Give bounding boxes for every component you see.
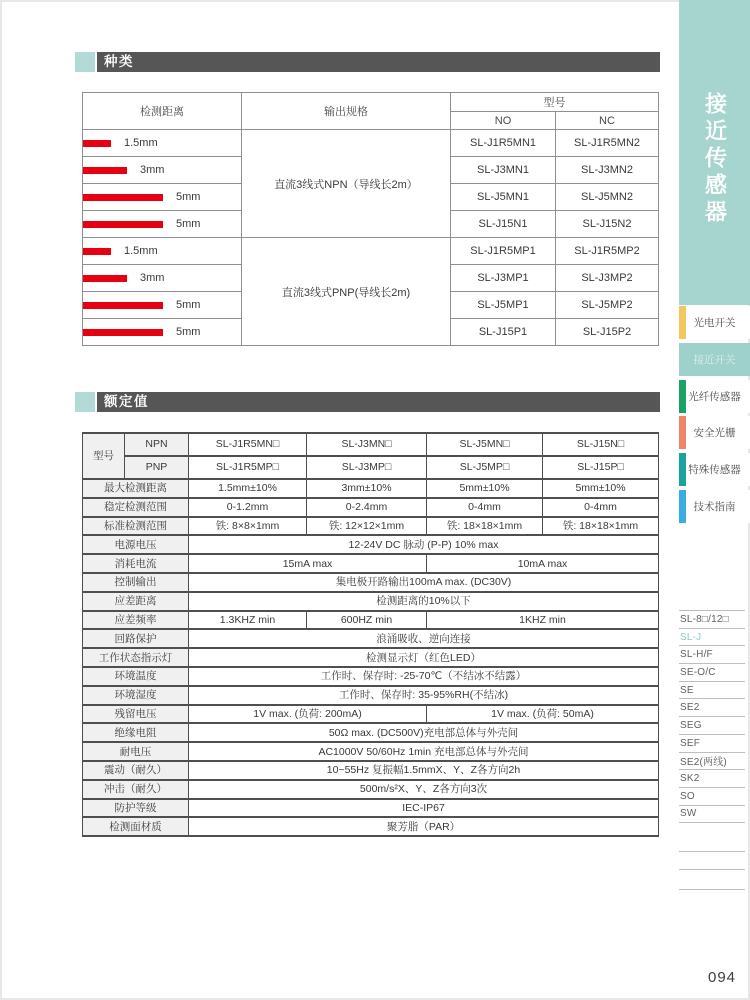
model-cell: SL-J15N□ [543,433,659,456]
section-accent-square [75,52,95,72]
category-menu-item[interactable] [679,490,750,523]
types-row [83,130,659,157]
model-nav-item[interactable]: SEF [679,735,745,753]
col-header-model: 型号 [451,93,659,112]
row-label: 震动（耐久） [83,761,189,780]
col-header-no: NO [451,112,556,130]
spec-cell: 铁: 8×8×1mm [189,517,307,536]
ratings-spec-row [83,517,659,536]
spec-cell: 10~55Hz 复振幅1.5mmX、Y、Z各方向2h [189,761,659,780]
ratings-model-row [83,456,659,479]
ratings-model-row [83,433,659,456]
model-nav-item[interactable]: SE2(两线) [679,753,745,771]
distance-visual [83,191,241,203]
model-nav-item[interactable]: SE2 [679,699,745,717]
distance-cell [83,238,242,265]
distance-cell [83,184,242,211]
row-label: 环境湿度 [83,686,189,705]
spec-cell: 5mm±10% [427,479,543,498]
spec-cell: 12-24V DC 脉动 (P-P) 10% max [189,535,659,554]
output-spec-cell: 直流3线式NPN（导线长2m） [242,130,451,238]
spec-cell: IEC-IP67 [189,799,659,818]
ratings-spec-row [83,611,659,630]
spec-cell: 10mA max [427,554,659,573]
spec-cell: 1.3KHZ min [189,611,307,630]
spec-cell: 1V max. (负荷: 200mA) [189,705,427,724]
types-header-row [83,93,659,112]
row-sublabel-pnp: PNP [125,456,189,479]
ratings-spec-row [83,667,659,686]
menu-accent-bar [679,380,686,413]
spec-cell: 600HZ min [307,611,427,630]
model-nc-cell: SL-J5MP2 [556,292,659,319]
model-nav-item-empty [679,823,745,852]
ratings-spec-row [83,761,659,780]
spec-cell: 50Ω max. (DC500V)充电部总体与外壳间 [189,723,659,742]
section-title-types: 种类 [97,52,660,72]
distance-bar [83,329,163,336]
category-menu-label: 特殊传感器 [688,464,741,477]
distance-label: 3mm [140,272,165,284]
model-cell: SL-J3MP□ [307,456,427,479]
model-cell: SL-J1R5MN□ [189,433,307,456]
model-nc-cell: SL-J3MP2 [556,265,659,292]
ratings-spec-row [83,686,659,705]
row-label: 工作状态指示灯 [83,648,189,667]
distance-bar [83,221,163,228]
row-label: 检测面材质 [83,817,189,836]
model-no-cell: SL-J5MN1 [451,184,556,211]
menu-accent-bar [679,453,686,486]
model-cell: SL-J5MP□ [427,456,543,479]
menu-accent-bar [679,416,686,449]
row-label: 耐电压 [83,742,189,761]
spec-cell: AC1000V 50/60Hz 1min 充电部总体与外壳间 [189,742,659,761]
distance-visual [83,218,241,230]
ratings-spec-row [83,535,659,554]
ratings-spec-row [83,799,659,818]
spec-cell: 15mA max [189,554,427,573]
page-number: 094 [708,969,737,986]
category-menu-label: 光电开关 [693,317,736,329]
model-no-cell: SL-J5MP1 [451,292,556,319]
spec-cell: 铁: 12×12×1mm [307,517,427,536]
row-label: 最大检测距离 [83,479,189,498]
distance-label: 3mm [140,164,165,176]
model-nc-cell: SL-J15N2 [556,211,659,238]
row-label: 残留电压 [83,705,189,724]
model-cell: SL-J15P□ [543,456,659,479]
distance-cell [83,292,242,319]
distance-label: 5mm [176,218,201,230]
category-menu-item[interactable] [679,343,750,376]
distance-visual [83,326,241,338]
spec-cell: 0-1.2mm [189,498,307,517]
spec-cell: 3mm±10% [307,479,427,498]
model-nav-item[interactable]: SW [679,806,745,824]
model-nav-item[interactable]: SL-J [679,629,745,647]
distance-cell [83,319,242,346]
model-nav-item[interactable]: SE-O/C [679,664,745,682]
distance-visual [83,245,241,257]
distance-visual [83,299,241,311]
row-label: 应差距离 [83,592,189,611]
category-menu-item[interactable] [679,453,750,486]
col-header-nc: NC [556,112,659,130]
distance-bar [83,302,163,309]
spec-cell: 集电极开路输出100mA max. (DC30V) [189,573,659,592]
distance-bar [83,275,127,282]
category-banner [679,0,750,305]
model-no-cell: SL-J15P1 [451,319,556,346]
model-nc-cell: SL-J3MN2 [556,157,659,184]
category-menu-item[interactable] [679,380,750,413]
spec-cell: 铁: 18×18×1mm [427,517,543,536]
category-menu-label: 安全光栅 [693,427,736,440]
model-cell: SL-J1R5MP□ [189,456,307,479]
model-nav-item[interactable]: SEG [679,717,745,735]
row-label: 控制输出 [83,573,189,592]
spec-cell: 聚芳脂（PAR） [189,817,659,836]
model-nc-cell: SL-J1R5MN2 [556,130,659,157]
ratings-spec-row [83,498,659,517]
ratings-spec-row [83,479,659,498]
model-nav-item[interactable]: SL-H/F [679,646,745,664]
spec-cell: 1V max. (负荷: 50mA) [427,705,659,724]
distance-visual [83,137,241,149]
ratings-table [82,432,659,837]
distance-visual [83,272,241,284]
ratings-spec-row [83,742,659,761]
model-nav-item[interactable]: SO [679,788,745,806]
model-nc-cell: SL-J15P2 [556,319,659,346]
model-nav-item-empty [679,870,745,890]
section-accent-square [75,392,95,412]
model-no-cell: SL-J3MN1 [451,157,556,184]
category-menu-item[interactable] [679,306,750,339]
row-label-model: 型号 [83,433,125,479]
row-sublabel-npn: NPN [125,433,189,456]
model-nav-item[interactable]: SE [679,682,745,700]
row-label: 电源电压 [83,535,189,554]
distance-label: 1.5mm [124,137,158,149]
model-no-cell: SL-J15N1 [451,211,556,238]
model-nav-item-empty [679,852,745,870]
distance-cell [83,265,242,292]
distance-label: 5mm [176,191,201,203]
ratings-spec-row [83,780,659,799]
distance-label: 5mm [176,326,201,338]
spec-cell: 5mm±10% [543,479,659,498]
spec-cell: 浪涌吸收、逆向连接 [189,629,659,648]
spec-cell: 500m/s²X、Y、Z各方向3次 [189,780,659,799]
distance-bar [83,140,111,147]
spec-cell: 铁: 18×18×1mm [543,517,659,536]
category-menu-label: 光纤传感器 [688,390,741,403]
section-title-ratings: 额定值 [97,392,660,412]
row-label: 绝缘电阻 [83,723,189,742]
spec-cell: 检测距离的10%以下 [189,592,659,611]
spec-cell: 0-4mm [543,498,659,517]
col-header-output: 输出规格 [242,93,451,130]
row-label: 消耗电流 [83,554,189,573]
spec-cell: 1.5mm±10% [189,479,307,498]
ratings-spec-row [83,554,659,573]
spec-cell: 工作时、保存时: 35-95%RH(不结冰) [189,686,659,705]
row-label: 环境温度 [83,667,189,686]
model-no-cell: SL-J1R5MN1 [451,130,556,157]
model-nc-cell: SL-J5MN2 [556,184,659,211]
spec-cell: 检测显示灯（红色LED） [189,648,659,667]
spec-cell: 1KHZ min [427,611,659,630]
spec-cell: 工作时、保存时: -25-70℃（不结冰不结露） [189,667,659,686]
model-nav-list [679,610,745,890]
distance-bar [83,167,127,174]
category-menu-item[interactable] [679,416,750,449]
category-banner-title: 接近传感器 [702,92,728,227]
row-label: 回路保护 [83,629,189,648]
distance-label: 1.5mm [124,245,158,257]
row-label: 冲击（耐久） [83,780,189,799]
model-nav-item[interactable]: SK2 [679,770,745,788]
model-no-cell: SL-J3MP1 [451,265,556,292]
distance-cell [83,130,242,157]
category-menu-label: 接近开关 [693,353,736,366]
model-cell: SL-J5MN□ [427,433,543,456]
distance-label: 5mm [176,299,201,311]
row-label: 应差频率 [83,611,189,630]
menu-accent-bar [679,490,686,523]
model-nc-cell: SL-J1R5MP2 [556,238,659,265]
row-label: 防护等级 [83,799,189,818]
ratings-spec-row [83,573,659,592]
spec-cell: 0-2.4mm [307,498,427,517]
distance-bar [83,248,111,255]
types-table [82,92,659,346]
menu-accent-bar [679,306,686,339]
spec-cell: 0-4mm [427,498,543,517]
ratings-spec-row [83,705,659,724]
section-header-types [75,52,660,72]
distance-visual [83,164,241,176]
ratings-spec-row [83,629,659,648]
distance-bar [83,194,163,201]
model-no-cell: SL-J1R5MP1 [451,238,556,265]
model-cell: SL-J3MN□ [307,433,427,456]
category-menu-label: 技术指南 [693,501,736,513]
distance-cell [83,211,242,238]
section-header-ratings [75,392,660,412]
distance-cell [83,157,242,184]
ratings-spec-row [83,648,659,667]
output-spec-cell: 直流3线式PNP(导线长2m) [242,238,451,346]
ratings-spec-row [83,723,659,742]
model-nav-item[interactable]: SL-8□/12□ [679,611,745,629]
row-label: 标准检测范围 [83,517,189,536]
row-label: 稳定检测范围 [83,498,189,517]
col-header-distance: 检测距离 [83,93,242,130]
types-row [83,238,659,265]
ratings-spec-row [83,817,659,836]
ratings-spec-row [83,592,659,611]
